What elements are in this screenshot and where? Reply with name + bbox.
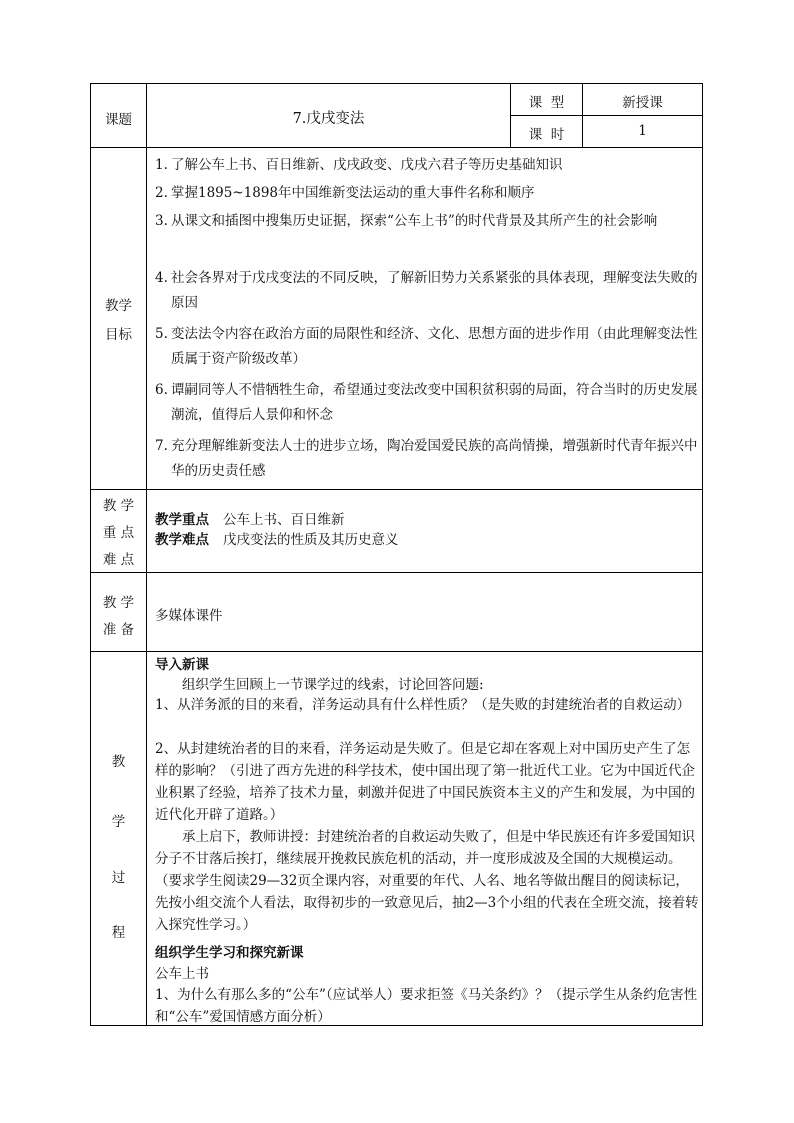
type-value: 新授课 <box>622 95 663 111</box>
intro-prompt: 组织学生回顾上一节课学过的线索，讨论回答问题: <box>182 677 484 693</box>
objectives-label-1: 教学 <box>105 298 132 314</box>
row-line-3 <box>90 572 703 573</box>
process-label-char: 学 <box>111 814 126 830</box>
teaching-focus <box>155 508 700 528</box>
intro-question-1: 1、从洋务派的目的来看，洋务运动具有什么样性质？（是失败的封建统治者的自救运动） <box>155 697 691 713</box>
sub-question-1: 1、为什么有那么多的“公车”（应试举人）要求拒签《马关条约》？（提示学生从条约危害性和“公车”爱国情感方面分析） <box>155 987 698 1025</box>
hours-value: 1 <box>638 123 647 139</box>
column-divider <box>146 83 147 1026</box>
objective-item: 7. 充分理解维新变法人士的进步立场，陶冶爱国爱民族的高尚情操，增强新时代青年振兴中华的历史责任感 <box>155 438 698 479</box>
keypoints-label-1: 教 学 <box>102 498 135 514</box>
objectives-label-2: 目标 <box>105 327 132 343</box>
objective-item: 1. 了解公车上书、百日维新、戊戌政变、戊戌六君子等历史基础知识 <box>155 157 563 173</box>
keypoints-label-3: 难 点 <box>102 552 135 568</box>
focus-text: 公车上书、百日维新 <box>223 512 345 528</box>
hours-label: 课 时 <box>528 127 565 143</box>
preparation-label-2: 准 备 <box>102 622 135 638</box>
difficulty-text: 戊戌变法的性质及其历史意义 <box>223 532 399 548</box>
type-label: 课 型 <box>528 95 565 111</box>
row-line-1 <box>90 147 703 148</box>
keypoints-label-2: 重 点 <box>102 525 135 541</box>
row-line-2 <box>90 489 703 490</box>
intro-title: 导入新课 <box>155 657 209 673</box>
objective-item: 5. 变法法令内容在政治方面的局限性和经济、文化、思想方面的进步作用（由此理解变法性质属于资产阶级改革） <box>155 326 698 367</box>
process-label-char: 程 <box>111 925 126 941</box>
process-label-char: 过 <box>111 870 126 886</box>
process-label-char: 教 <box>111 754 126 770</box>
sub-title: 公车上书 <box>155 966 209 982</box>
objective-item: 3. 从课文和插图中搜集历史证据，探索“公车上书”的时代背景及其所产生的社会影响 <box>155 213 658 229</box>
objective-item: 6. 谭嗣同等人不惜牺牲生命，希望通过变法改变中国积贫积弱的局面，符合当时的历史发展潮流，值得后人景仰和怀念 <box>155 382 698 423</box>
objective-item: 2. 掌握1895~1898年中国维新变法运动的重大事件名称和顺序 <box>155 185 535 201</box>
row-line-4 <box>90 651 703 652</box>
topic-value: 7.戊戌变法 <box>292 111 365 127</box>
preparation-label-1: 教 学 <box>102 595 135 611</box>
table-border-right <box>702 83 703 1026</box>
focus-label: 教学重点 <box>155 512 209 528</box>
transition-paragraph: 承上启下，教师讲授：封建统治者的自救运动失败了，但是中华民族还有许多爱国知识分子不甘落后挨打，继续展开挽救民族危机的活动，并一度形成波及全国的大规模运动。（要求学生阅读29—32页全课内容，对重要的年代、人名、地名等做出醒目的阅读标记，先按小组交流个人看法，取得初步的一致意见后，抽2—3个小组的代表在全班交流，接着转入探究性学习。） <box>155 829 699 933</box>
preparation-text: 多媒体课件 <box>155 608 223 624</box>
objective-item: 4. 社会各界对于戊戌变法的不同反映，了解新旧势力关系紧张的具体表现，理解变法失败的原因 <box>155 270 698 311</box>
intro-question-2: 2、从封建统治者的目的来看，洋务运动是失败了。但是它却在客观上对中国历史产生了怎样的影响？（引进了西方先进的科学技术，使中国出现了第一批近代工业。它为中国近代企业积累了经验，培养了技术力量，刺激并促进了中国民族资本主义的产生和发展，为中国的近代化开辟了道路。） <box>155 741 695 823</box>
study-title: 组织学生学习和探究新课 <box>155 945 304 961</box>
difficulty-label: 教学难点 <box>155 532 209 548</box>
table-border-top <box>90 83 703 84</box>
header-mid-line <box>510 115 703 116</box>
topic-label: 课题 <box>105 112 132 128</box>
teaching-difficulty <box>155 528 700 548</box>
